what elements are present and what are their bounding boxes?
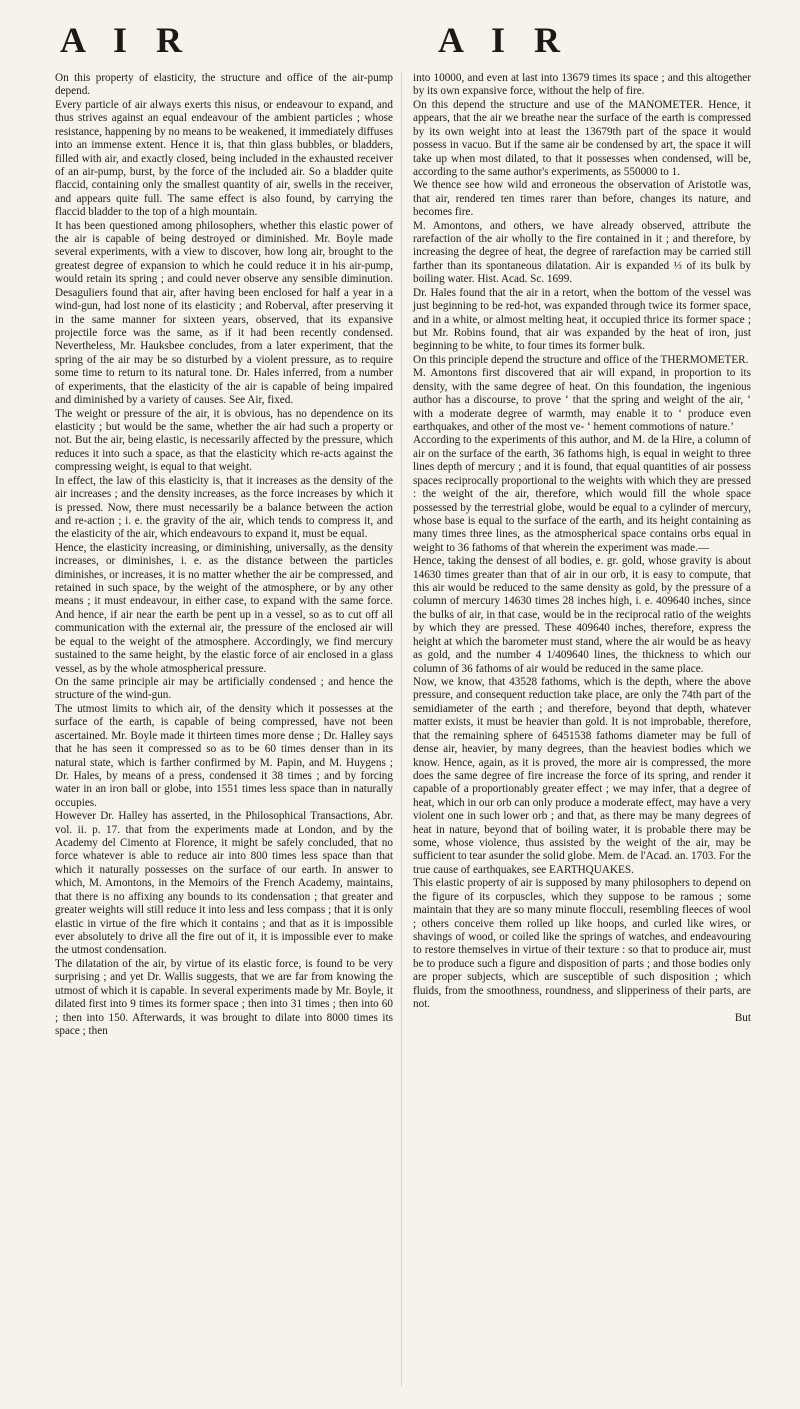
paragraph: We thence see how wild and erroneous the observation of Aristotle was, that air, rendered ten times rarer than before, changes its nature, and becomes fire. — [413, 179, 751, 219]
column-divider — [401, 72, 402, 1387]
paragraph: M. Amontons, and others, we have already observed, attribute the rarefaction of the air wholly to the fire contained in it ; and therefore, by increasing the degree of heat, the degree of rarefaction may be carried still farther than its spontaneous dilatation. Air is expanded ⅓ of its bulk by boiling water. Hist. Acad. Sc. 1699. — [413, 219, 751, 286]
paragraph: In effect, the law of this elasticity is, that it increases as the density of the air increases ; and the density increases, as the force increases by which it is pressed. Now, there must necessarily be a balance between the action and re-action ; i. e. the gravity of the air, which tends to compress it, and the elasticity of the air, which endeavours to expand it, must be equal. — [55, 474, 393, 541]
left-column — [55, 72, 393, 1038]
paragraph: On this principle depend the structure and office of the THERMOMETER. — [413, 353, 749, 366]
paragraph: The weight or pressure of the air, it is obvious, has no dependence on its elasticity ; but would be the same, whether the air had such a property or not. But the air, being elastic, is necessarily affected by the pressure, which reduces it into such a space, as that the elasticity which re-acts against the compressing weight, is equal to that weight. — [55, 407, 393, 474]
paragraph: On this depend the structure and use of the MANOMETER. Hence, it appears, that the air we breathe near the surface of the earth is compressed by its own weight into at least the 13679th part of the space it would possess in vacuo. But if the same air be condensed by art, the space it will take up when most dilated, to that it possesses when condensed, will be, according to the same author's experiments, as 550000 to 1. — [413, 98, 751, 178]
paragraph: Dr. Hales found that the air in a retort, when the bottom of the vessel was just beginning to be red-hot, was expanded through twice its former space, and in a white, or almost melting heat, it occupied thrice its former space ; but Mr. Robins found, that air was expanded by the heat of iron, just beginning to be white, to four times its former bulk. — [413, 286, 751, 353]
paragraph: This elastic property of air is supposed by many philosophers to depend on the figure of its corpuscles, which they suppose to be ramous ; some maintain that they are so many minute flocculi, resembling fleeces of wool ; others conceive them rolled up like hoops, and curled like wires, or shavings of wood, or coiled like the springs of watches, and endeavouring to restore themselves in virtue of their texture : so that to produce air, must be to produce such a figure and disposition of parts ; and those bodies only are proper subjects, which are susceptible of such disposition ; which fluids, from the smoothness, roundness, and slipperiness of their parts, are not. — [413, 877, 751, 1011]
paragraph: It has been questioned among philosophers, whether this elastic power of the air is capable of being destroyed or diminished. Mr. Boyle made several experiments, with a view to discover, how long air, brought to the greatest degree of expansion to which he could reduce it in his air-pump, would retain its spring ; and could never observe any sensible diminution. Desaguliers found that air, after having been enclosed for half a year in a wind-gun, had lost none of its elasticity ; and Roberval, after preserving it in the same manner for sixteen years, observed, that its expansive projectile force was the same, as if it had been recently condensed. Nevertheless, Mr. Hauksbee concludes, from a later experiment, that the spring of the air may be so disturbed by a violent pressure, as to require some time to return to its natural tone. Dr. Hales inferred, from a number of experiments, that the elasticity of the air is capable of being impaired and diminished by a variety of causes. See Air, fixed. — [55, 219, 393, 407]
paragraph: Now, we know, that 43528 fathoms, which is the depth, where the above pressure, and consequent reduction take place, are only the 74th part of the semidiameter of the earth ; and therefore, beyond that depth, whatever matter exists, it must be heavier than gold. It is not improbable, therefore, that the remaining sphere of 6451538 fathoms diameter may be full of dense air, heavier, by many degrees, than the heaviest bodies which we know. Hence, again, as it is proved, the more air is compressed, the more does the same degree of fire increase the force of its spring, and render it capable of a proportionably greater effect ; we may infer, that a degree of heat, which in our orb can only produce a moderate effect, may have a very violent one in such lower orb ; and that, as there may be many degrees of heat in nature, beyond that of boiling water, it is probable there may be some, whose violence, thus assisted by the weight of the air, may be sufficient to tear asunder the solid globe. Mem. de l'Acad. an. 1703. For the true cause of earthquakes, see EARTHQUAKES. — [413, 675, 751, 876]
paragraph: M. Amontons first discovered that air will expand, in proportion to its density, with the same degree of heat. On this foundation, the ingenious author has a discourse, to prove ‘ that the spring and weight of the air, ‘ with a moderate degree of warmth, may enable it to ‘ produce even earthquakes, and other of the most ve- ‘ hement commotions of nature.’ — [413, 367, 751, 433]
paragraph: However Dr. Halley has asserted, in the Philosophical Transactions, Abr. vol. ii. p. 17. that from the experiments made at London, and by the Academy del Cimento at Florence, it might be safely concluded, that no force whatever is able to reduce air into 800 times less space than that which it naturally possesses on the surface of our earth. In answer to which, M. Amontons, in the Memoirs of the French Academy, maintains, that there is no affixing any bounds to its condensation ; that greater and greater weights will still reduce it into less and less compass ; that it is only elastic in virtue of the fire which it contains ; and that as it is impossible ever absolutely to drive all the fire out of it, it is impossible ever to make the utmost condensation. — [55, 810, 393, 957]
paragraph: According to the experiments of this author, and M. de la Hire, a column of air on the surface of the earth, 36 fathoms high, is equal in weight to three lines depth of mercury ; and it is found, that equal quantities of air possess spaces reciprocally proportional to the weights with which they are pressed : the weight of the air, therefore, which would fill the whole space possessed by the terrestrial globe, would be equal to a cylinder of mercury, whose base is equal to the surface of the earth, and its height containing as many times three lines, as the atmospherical space contains orbs equal in weight to 36 fathoms of that wherein the experiment was made.— — [413, 434, 751, 554]
paragraph: Hence, taking the densest of all bodies, e. gr. gold, whose gravity is about 14630 times greater than that of air in our orb, it is easy to compute, that this air would be reduced to the same density as gold, by the pressure of a column of mercury 14630 times 28 inches high, i. e. 409640 inches, since the bulks of air, in that case, would be in the reciprocal ratio of the weights by which they are pressed. These 409640 inches, therefore, express the height at which the barometer must stand, where the air would be as heavy as gold, and the number 4 1/409640 lines, the thickness to which our column of 36 fathoms of air would be reduced in the same place. — [413, 555, 751, 675]
right-column — [413, 72, 751, 1025]
paragraph: The utmost limits to which air, of the density which it possesses at the surface of the earth, is capable of being compressed, have not been ascertained. Mr. Boyle made it thirteen times more dense ; Dr. Halley says that he has seen it compressed so as to be 60 times denser than in its natural state, which is farther confirmed by M. Papin, and M. Huygens ; Dr. Hales, by means of a press, condensed it 38 times ; and by forcing water in an iron ball or globe, into 1551 times less space than in naturally occupies. — [55, 702, 393, 809]
running-head-right: A I R — [438, 20, 571, 60]
catchword: But — [734, 1011, 751, 1024]
running-head-left: A I R — [60, 20, 193, 60]
paragraph: Every particle of air always exerts this nisus, or endeavour to expand, and thus strives against an equal endeavour of the ambient particles ; whose resistance, happening by no means to be weakened, it immediately diffuses into an immense extent. Hence it is, that thin glass bubbles, or bladders, filled with air, and exactly closed, being included in the exhausted receiver of an air-pump, burst, by the force of the included air. So a bladder quite flaccid, containing only the smallest quantity of air, swells in the receiver, and appears quite full. The same effect is also found, by carrying the flaccid bladder to the top of a high mountain. — [55, 98, 393, 219]
paragraph: On this property of elasticity, the structure and office of the air-pump depend. — [55, 72, 393, 98]
paragraph: On the same principle air may be artificially condensed ; and hence the structure of the wind-gun. — [55, 675, 393, 702]
paragraph: into 10000, and even at last into 13679 times its space ; and this altogether by its own expansive force, without the help of fire. — [413, 72, 751, 98]
paragraph: The dilatation of the air, by virtue of its elastic force, is found to be very surprising ; and yet Dr. Wallis suggests, that we are far from knowing the utmost of which it is capable. In several experiments made by Mr. Boyle, it dilated first into 9 times its former space ; then into 31 times ; then into 60 ; then into 150. Afterwards, it was brought to dilate into 8000 times its space ; then — [55, 957, 393, 1037]
paragraph: Hence, the elasticity increasing, or diminishing, universally, as the density increases, or diminishes, i. e. as the distance between the particles diminishes, or increases, it is no matter whether the air be compressed, and retained in such space, by the weight of the atmosphere, or by any other means ; it must endeavour, in either case, to expand with the same force. And hence, if air near the earth be pent up in a vessel, so as to cut off all communication with the external air, the pressure of the enclosed air will be equal to the weight of the atmosphere. Accordingly, we find mercury sustained to the same height, by the elastic force of air enclosed in a glass vessel, as by the whole atmospherical pressure. — [55, 541, 393, 675]
